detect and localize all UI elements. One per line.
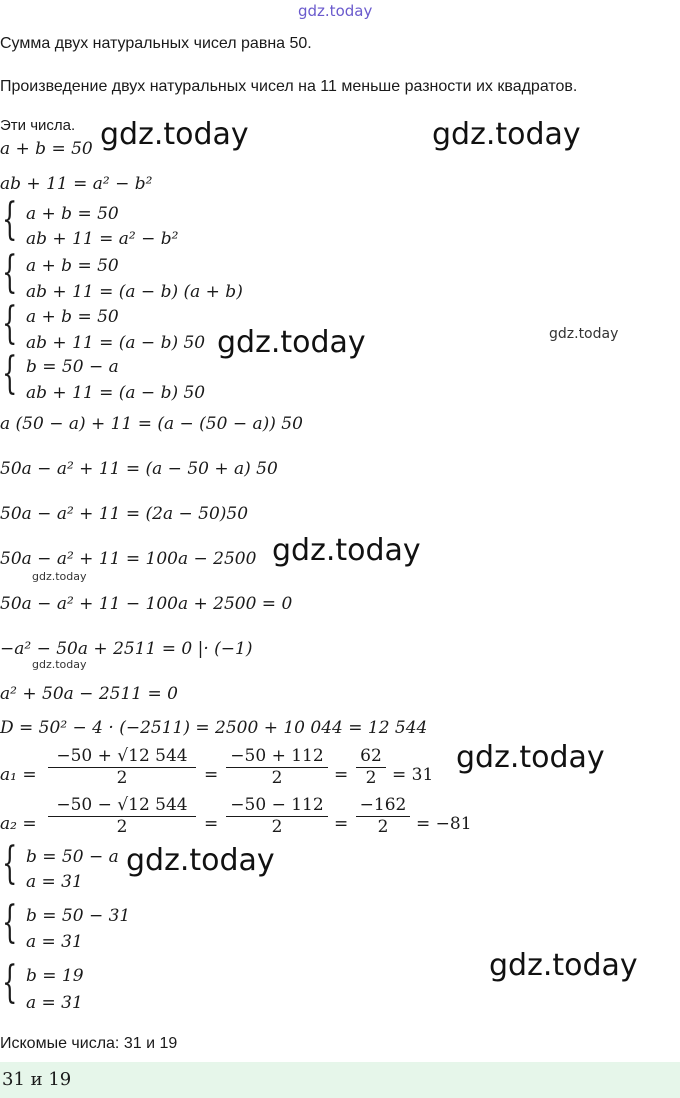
equation-step-4: 50a − a² + 11 = 100a − 2500: [0, 549, 257, 569]
root-a2-result: = −81: [416, 814, 472, 834]
fraction-numerator: −50 − 112: [230, 795, 324, 815]
system-1-eq-a: a + b = 50: [26, 204, 119, 224]
system-brace: {: [2, 194, 18, 245]
equals-sign: =: [204, 765, 219, 785]
root-a1-result: = 31: [392, 765, 434, 785]
fraction-denominator: 2: [271, 768, 283, 788]
root-a2-label: a₂ =: [0, 814, 37, 834]
answer-box: [0, 1062, 680, 1098]
watermark: gdz.today: [100, 117, 249, 152]
watermark: gdz.today: [272, 533, 421, 568]
system-2-eq-a: a + b = 50: [26, 256, 119, 276]
watermark: gdz.today: [489, 948, 638, 983]
equation-line-2: ab + 11 = a² − b²: [0, 174, 153, 194]
system-brace: {: [2, 348, 18, 399]
system-3-eq-a: a + b = 50: [26, 307, 119, 327]
equals-sign: =: [334, 814, 349, 834]
system-4-eq-a: b = 50 − a: [26, 357, 119, 377]
equals-sign: =: [204, 814, 219, 834]
system-3-eq-b: ab + 11 = (a − b) 50: [26, 333, 206, 353]
watermark: gdz.today: [32, 570, 87, 583]
root-a1-fraction-3: [356, 746, 386, 788]
conclusion-text: Искомые числа: 31 и 19: [0, 1035, 178, 1052]
equation-step-7: a² + 50a − 2511 = 0: [0, 684, 178, 704]
system-2-eq-b: ab + 11 = (a − b) (a + b): [26, 282, 243, 302]
fraction-denominator: 2: [116, 768, 128, 788]
intro-sentence-1: Сумма двух натуральных чисел равна 50.: [0, 35, 312, 52]
watermark: gdz.today: [549, 326, 619, 342]
watermark-top: gdz.today: [298, 2, 373, 20]
root-a1-label: a₁ =: [0, 765, 37, 785]
equation-step-6: −a² − 50a + 2511 = 0 |· (−1): [0, 639, 253, 659]
equals-sign: =: [334, 765, 349, 785]
watermark: gdz.today: [217, 325, 366, 360]
equation-step-3: 50a − a² + 11 = (2a − 50)50: [0, 504, 249, 524]
equation-line-1: a + b = 50: [0, 139, 93, 159]
system-4-eq-b: ab + 11 = (a − b) 50: [26, 383, 206, 403]
final-system-1-eq-b: a = 31: [26, 872, 83, 892]
watermark: gdz.today: [32, 658, 87, 671]
intro-sentence-2: Произведение двух натуральных чисел на 11 меньше разности их квадратов.: [0, 78, 578, 95]
final-system-2-eq-b: a = 31: [26, 932, 83, 952]
final-system-1-eq-a: b = 50 − a: [26, 847, 119, 867]
system-brace: {: [2, 897, 18, 948]
system-brace: {: [2, 838, 18, 889]
fraction-numerator: −50 + 112: [230, 746, 324, 766]
final-system-3-eq-a: b = 19: [26, 966, 84, 986]
root-a1-fraction-1: [48, 746, 196, 788]
root-a1-fraction-2: [226, 746, 328, 788]
answer-text: 31 и 19: [2, 1069, 72, 1090]
watermark: gdz.today: [456, 740, 605, 775]
fraction-denominator: 2: [271, 817, 283, 837]
system-brace: {: [2, 247, 18, 298]
fraction-numerator: −50 + √12 544: [56, 746, 188, 766]
equation-step-5: 50a − a² + 11 − 100a + 2500 = 0: [0, 594, 293, 614]
system-1-eq-b: ab + 11 = a² − b²: [26, 229, 179, 249]
final-system-2-eq-a: b = 50 − 31: [26, 906, 131, 926]
intro-let: Эти числа.: [0, 117, 76, 134]
equation-step-1: a (50 − a) + 11 = (a − (50 − a)) 50: [0, 414, 303, 434]
fraction-numerator: −50 − √12 544: [56, 795, 188, 815]
fraction-numerator: 62: [360, 746, 382, 766]
system-brace: {: [2, 298, 18, 349]
fraction-denominator: 2: [377, 817, 389, 837]
fraction-numerator: −162: [359, 795, 407, 815]
discriminant: D = 50² − 4 · (−2511) = 2500 + 10 044 = 12 544: [0, 718, 428, 738]
fraction-denominator: 2: [365, 768, 377, 788]
final-system-3-eq-b: a = 31: [26, 993, 83, 1013]
root-a2-fraction-3: [356, 795, 410, 837]
fraction-denominator: 2: [116, 817, 128, 837]
system-brace: {: [2, 957, 18, 1008]
root-a2-fraction-2: [226, 795, 328, 837]
equation-step-2: 50a − a² + 11 = (a − 50 + a) 50: [0, 459, 278, 479]
watermark: gdz.today: [126, 843, 275, 878]
watermark: gdz.today: [432, 117, 581, 152]
root-a2-fraction-1: [48, 795, 196, 837]
